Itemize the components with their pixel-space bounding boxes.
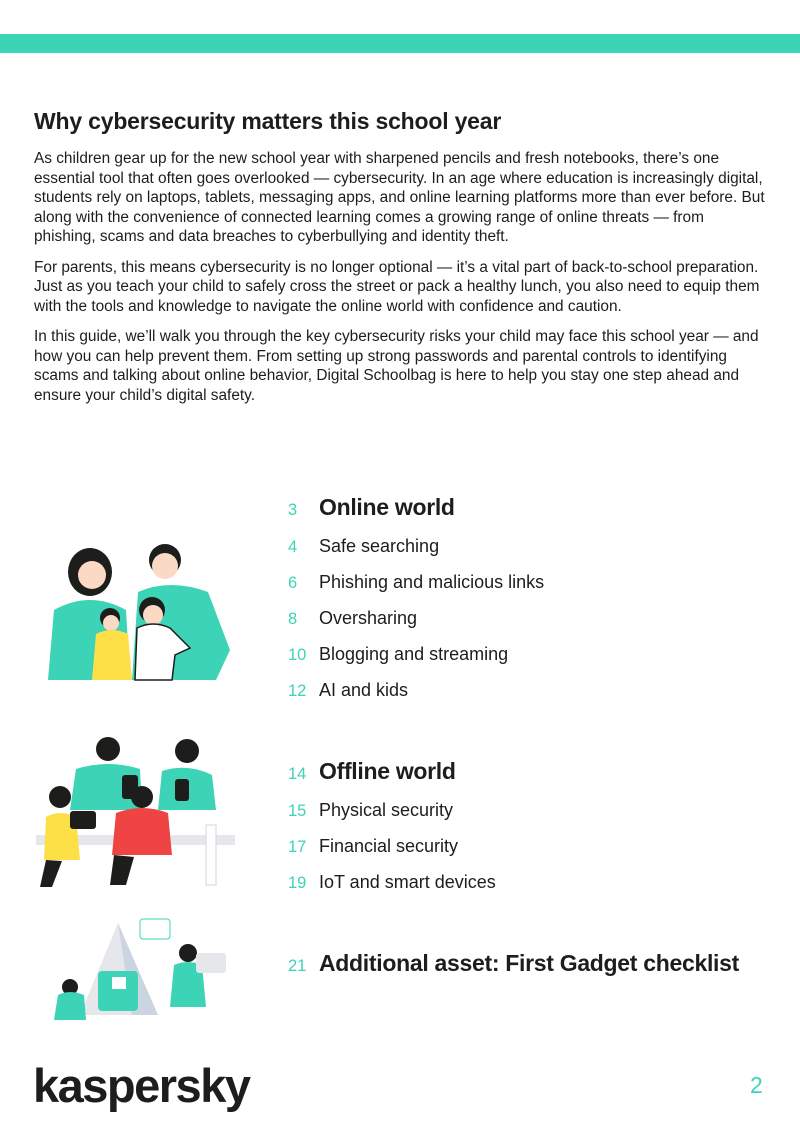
intro-heading: Why cybersecurity matters this school year [34,108,502,134]
family-illustration [40,530,240,685]
checklist-illustration [40,915,230,1025]
toc-item-label: Safe searching [319,536,440,556]
toc-section-title: Online world [319,494,455,520]
family-devices-illustration [30,735,235,895]
toc-page-number: 3 [288,501,298,519]
toc-item-label: AI and kids [319,680,409,700]
toc-item-label: Blogging and streaming [319,644,509,664]
toc-page-number: 19 [288,874,307,892]
intro-paragraph-3: In this guide, we’ll walk you through the key cybersecurity risks your child may face this school year — and how you can help prevent them. From setting up strong passwords and parental controls to identifying scams and talking about online behavior, Digital Schoolbag is here to help you stay one step ahead and ensure your child’s digital safety. [34,328,759,404]
toc-item-label: Oversharing [319,608,418,628]
toc-item-iot[interactable] [288,872,496,893]
toc-page-number: 6 [288,574,298,592]
toc-item-label: Financial security [319,836,459,856]
toc-item-label: Phishing and malicious links [319,572,545,592]
toc-item-oversharing[interactable] [288,608,417,629]
intro-section [34,108,769,416]
toc-item-label: Physical security [319,800,454,820]
toc-item-label: IoT and smart devices [319,872,496,892]
toc-item-ai-kids[interactable] [288,680,408,701]
toc-section-offline[interactable] [288,758,456,785]
toc-item-financial-security[interactable] [288,836,458,857]
toc-page-number: 14 [288,765,307,783]
toc-page-number: 8 [288,610,298,628]
toc-page-number: 17 [288,838,307,856]
toc-section-additional[interactable] [288,950,739,977]
toc-page-number: 21 [288,957,307,975]
toc-page-number: 15 [288,802,307,820]
toc-page-number: 4 [288,538,298,556]
intro-paragraph-2: For parents, this means cybersecurity is no longer optional — it’s a vital part of back-to-school preparation. Just as you teach your child to safely cross the street or pack a healthy lunch, you also need to equip them with the tools and knowledge to navigate the online world with confidence and caution. [34,258,760,315]
toc-section-title: Offline world [319,758,456,784]
toc-item-blogging[interactable] [288,644,508,665]
toc-page-number: 12 [288,682,307,700]
intro-paragraph-1: As children gear up for the new school year with sharpened pencils and fresh notebooks, there’s one essential tool that often goes overlooked — cybersecurity. In an age where education is increasingly digital, students rely on laptops, tablets, messaging apps, and online learning platforms more than ever before. But along with the convenience of connected learning comes a growing range of online threats — from phishing, scams and data breaches to cyberbullying and identity theft. [34,150,765,245]
toc-item-phishing[interactable] [288,572,544,593]
toc-section-title: Additional asset: First Gadget checklist [319,950,739,976]
toc-item-physical-security[interactable] [288,800,453,821]
kaspersky-logo: kaspersky [33,1059,250,1112]
toc-page-number: 10 [288,646,307,664]
toc-section-online[interactable] [288,494,455,521]
top-accent-bar [0,34,800,53]
page-number: 2 [750,1072,763,1098]
toc-item-safe-searching[interactable] [288,536,439,557]
